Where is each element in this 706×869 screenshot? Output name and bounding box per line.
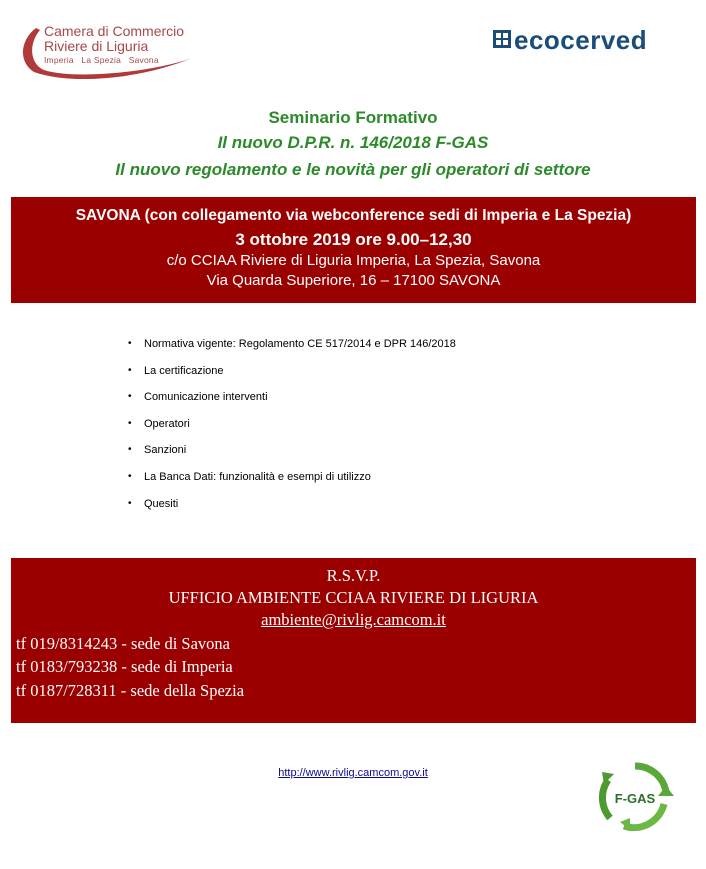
event-address: Via Quarda Superiore, 16 – 17100 SAVONA <box>206 272 501 289</box>
rsvp-heading: R.S.V.P. <box>326 566 381 585</box>
agenda-item-text: Quesiti <box>144 497 179 510</box>
rsvp-phone-imperia: tf 0183/793238 - sede di Imperia <box>16 657 233 676</box>
agenda-item-text: La certificazione <box>144 364 224 377</box>
seminar-heading: Seminario Formativo <box>268 108 438 127</box>
ccia-cities: Imperia La Spezia Savona <box>44 55 159 65</box>
bullet-icon: • <box>128 417 132 429</box>
bullet-icon: • <box>128 470 132 482</box>
agenda-item <box>128 494 608 521</box>
fgas-logo <box>594 762 676 832</box>
agenda-item-text: Operatori <box>144 417 190 430</box>
agenda-item <box>128 440 608 467</box>
agenda-item <box>128 334 608 361</box>
seminar-subject: Il nuovo D.P.R. n. 146/2018 F-GAS <box>217 133 489 152</box>
bullet-icon: • <box>128 338 132 349</box>
rsvp-phone-savona: tf 019/8314243 - sede di Savona <box>16 634 231 653</box>
event-date: 3 ottobre 2019 ore 9.00–12,30 <box>235 230 472 249</box>
agenda-item <box>128 467 608 494</box>
rsvp-office: UFFICIO AMBIENTE CCIAA RIVIERE DI LIGURIA <box>168 588 539 607</box>
rsvp-phone-spezia: tf 0187/728311 - sede della Spezia <box>16 681 245 700</box>
bullet-icon: • <box>128 497 132 509</box>
agenda-item-text: Sanzioni <box>144 444 187 457</box>
ccia-name-line1: Camera di Commercio <box>44 23 185 39</box>
agenda-item-text: Comunicazione interventi <box>144 391 268 404</box>
seminar-description: Il nuovo regolamento e le novità per gli operatori di settore <box>115 160 591 179</box>
agenda-item <box>128 361 608 388</box>
ecocerved-mark-icon <box>493 30 511 48</box>
rsvp-box <box>11 558 696 723</box>
agenda-item-text: La Banca Dati: funzionalità e esempi di utilizzo <box>144 470 371 483</box>
bullet-icon: • <box>128 364 132 376</box>
bullet-icon: • <box>128 391 132 403</box>
agenda-item-text: Normativa vigente: Regolamento CE 517/2014 e DPR 146/2018 <box>144 338 456 350</box>
agenda-item <box>128 414 608 441</box>
fgas-recycle-icon <box>594 762 676 832</box>
event-info-box <box>11 197 696 303</box>
bullet-icon: • <box>128 444 132 456</box>
event-venue: c/o CCIAA Riviere di Liguria Imperia, La Spezia, Savona <box>166 252 541 269</box>
agenda-list <box>128 334 608 520</box>
ecocerved-logo: ecocerved <box>514 25 648 55</box>
agenda-item <box>128 387 608 414</box>
ccia-name-line2: Riviere di Liguria <box>44 38 149 54</box>
rsvp-email-link[interactable]: ambiente@rivlig.camcom.it <box>261 610 446 629</box>
event-location: SAVONA (con collegamento via webconference sedi di Imperia e La Spezia) <box>75 207 632 224</box>
fgas-label: F-GAS <box>614 791 656 806</box>
website-link[interactable]: http://www.rivlig.camcom.gov.it <box>278 767 428 779</box>
